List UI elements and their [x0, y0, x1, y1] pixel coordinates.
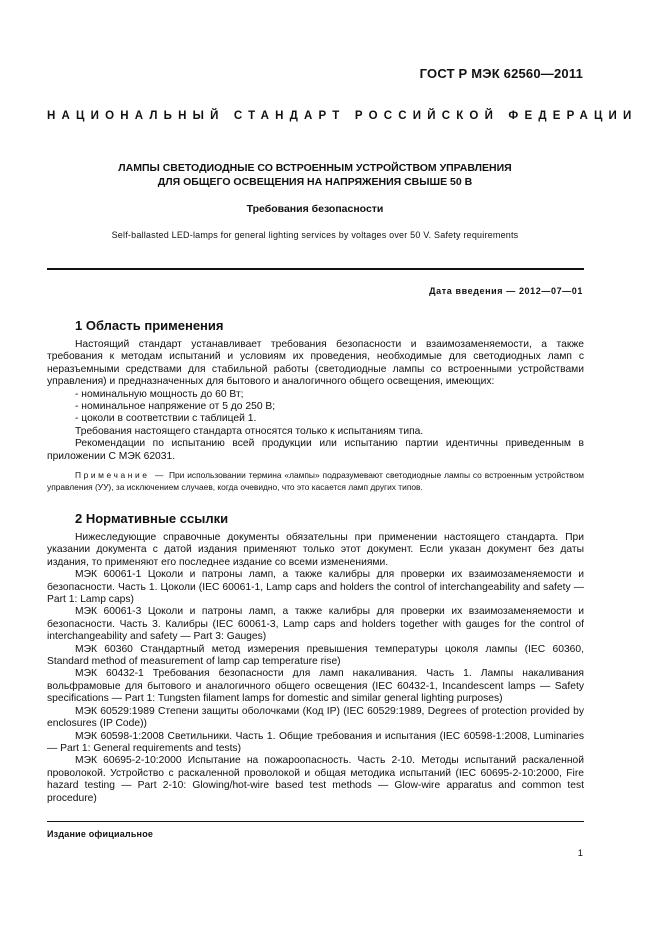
section-2-body: [47, 532, 584, 805]
reference-entry: МЭК 60529:1989 Степени защиты оболочками (Код IP) (IEC 60529:1989, Degrees of protection provided by enclosures (IP Code)): [47, 705, 584, 730]
note-label: Примечание —: [75, 470, 166, 481]
document-title-line-1: ЛАМПЫ СВЕТОДИОДНЫЕ СО ВСТРОЕННЫМ УСТРОЙСТВОМ УПРАВЛЕНИЯ: [118, 162, 512, 174]
reference-entry: МЭК 60061-1 Цоколи и патроны ламп, а также калибры для проверки их взаимозаменяемости и безопасности. Часть 1. Цоколи (IEC 60061-1, Lamp caps and holders the control of interchangeability and safety — Part 1: Lamp caps): [47, 569, 584, 606]
section-2-heading: 2 Нормативные ссылки: [75, 511, 229, 526]
title-divider: [47, 268, 584, 270]
section-1-paragraph: Требования настоящего стандарта относятся только к испытаниям типа.: [75, 425, 424, 437]
section-1-note: [47, 470, 584, 493]
introduction-date: Дата введения — 2012—07—01: [429, 286, 583, 296]
page-number: 1: [577, 848, 583, 859]
section-1-body: [47, 339, 584, 493]
reference-entry: МЭК 60695-2-10:2000 Испытание на пожароопасность. Часть 2-10. Методы испытаний раскаленной проволокой. Устройство с раскаленной проволокой и общая методика испытаний (IEC 60695-2-10:2000, Fire hazard testing — Part 2-10: Glowing/hot-wire based test methods — Glow-wire apparatus and common test procedure): [47, 755, 584, 804]
list-item: - номинальное напряжение от 5 до 250 В;: [75, 401, 276, 413]
document-title-line-2: ДЛЯ ОБЩЕГО ОСВЕЩЕНИЯ НА НАПРЯЖЕНИЯ СВЫШЕ 50 В: [157, 176, 473, 188]
edition-label: Издание официальное: [47, 829, 154, 839]
section-2-intro: Нижеследующие справочные документы обязательны при применении настоящего стандарта. При указании документа с датой издания применяют только этот документ. Если указан документ без даты издания, то применяют его последнее издание со всеми изменениями.: [47, 532, 584, 568]
reference-entry: МЭК 60598-1:2008 Светильники. Часть 1. Общие требования и испытания (IEC 60598-1:2008, Luminaries — Part 1: General requirements and tests): [47, 730, 584, 754]
english-title: Self-ballasted LED-lamps for general lighting services by voltages over 50 V. Safety requirements: [111, 230, 519, 240]
section-1-heading: 1 Область применения: [75, 318, 224, 333]
list-item: - номинальную мощность до 60 Вт;: [75, 388, 244, 400]
national-standard-banner: НАЦИОНАЛЬНЫЙ СТАНДАРТ РОССИЙСКОЙ ФЕДЕРАЦИИ: [47, 110, 638, 122]
standard-code: ГОСТ Р МЭК 62560—2011: [419, 66, 583, 81]
reference-entry: МЭК 60360 Стандартный метод измерения превышения температуры цоколя лампы (IEC 60360, Standard method of measurement of lamp cap temperature rise): [47, 643, 584, 668]
reference-entry: МЭК 60432-1 Требования безопасности для ламп накаливания. Часть 1. Лампы накаливания вольфрамовые для бытового и аналогичного общего освещения (IEC 60432-1, Incandescent lamps — Safety specifications — Part 1: Tungsten filament lamps for domestic and similar general lighting purposes): [47, 668, 584, 705]
footer-divider: [47, 821, 584, 822]
section-1-paragraph: Настоящий стандарт устанавливает требования безопасности и взаимозаменяемости, а также требования к методам испытаний и условиям их проведения, необходимые для светодиодных ламп с неразъемными средствами для стабильной работы (светодиодные лампы со встроенными устройствами управления) и предназначенных для бытового и аналогичного общего освещения, имеющих:: [47, 339, 584, 388]
reference-entry: МЭК 60061-3 Цоколи и патроны ламп, а также калибры для проверки их взаимозаменяемости и безопасности. Часть 3. Калибры (IEC 60061-3, Lamp caps and holders together with gauges for the control of interchangeability and safety — Part 3: Gauges): [47, 606, 584, 643]
list-item: - цоколи в соответствии с таблицей 1.: [75, 413, 257, 425]
note-text: При использовании термина «лампы» подразумевают светодиодные лампы со встроенным устройством управления (УУ), за исключением случаев, когда очевидно, что это касается ламп других типов.: [47, 470, 585, 492]
document-subtitle: Требования безопасности: [246, 203, 384, 215]
section-1-paragraph: Рекомендации по испытанию всей продукции или испытанию партии идентичны приведенным в приложении С МЭК 62031.: [47, 438, 584, 462]
